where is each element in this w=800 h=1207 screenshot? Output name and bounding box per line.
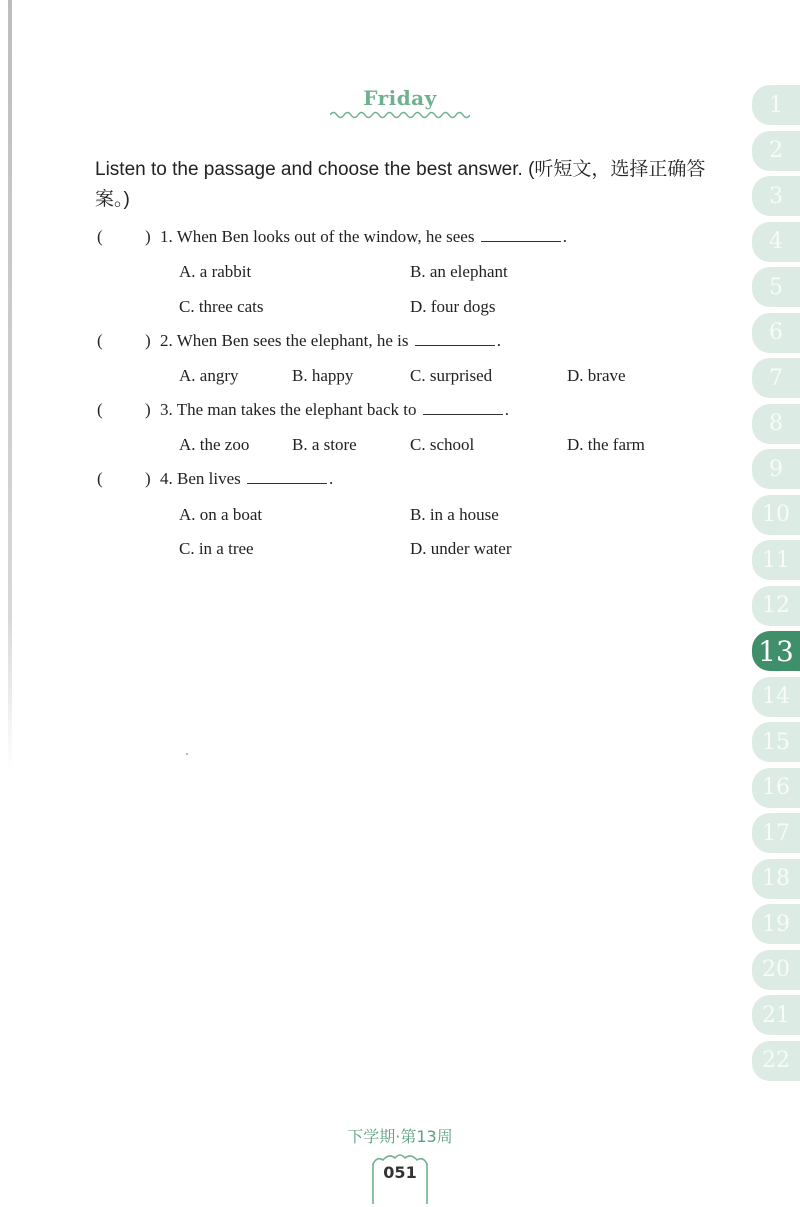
week-tab-12: 12 (752, 586, 800, 626)
page-binding-edge (8, 0, 12, 770)
week-tab-22: 22 (752, 1041, 800, 1081)
option-4b: B. in a house (410, 505, 499, 524)
question-stem: When Ben sees the elephant, he is (176, 331, 409, 350)
option-3c: C. school (410, 435, 475, 454)
page-title: Friday (363, 86, 437, 110)
week-tab-13: 13 (752, 631, 800, 671)
answer-paren-close: ) (145, 469, 151, 488)
question-number: 4. (160, 469, 173, 488)
week-tab-19: 19 (752, 904, 800, 944)
week-tab-1: 1 (752, 85, 800, 125)
week-tab-17: 17 (752, 813, 800, 853)
answer-blank (415, 331, 495, 346)
week-tab-14: 14 (752, 677, 800, 717)
option-1d: D. four dogs (410, 297, 496, 316)
answer-paren-open: ( (97, 331, 103, 350)
option-2c: C. surprised (410, 366, 493, 385)
option-4d: D. under water (410, 539, 512, 558)
option-2a: A. angry (179, 366, 239, 385)
answer-blank (423, 400, 503, 415)
title-wave-underline (330, 110, 470, 120)
question-number: 1. (160, 227, 173, 246)
question-end: . (329, 469, 334, 488)
question-text (160, 400, 509, 420)
page-number: 051 (383, 1163, 417, 1182)
option-3a: A. the zoo (179, 435, 250, 454)
week-tab-11: 11 (752, 540, 800, 580)
page-speck (186, 753, 188, 755)
answer-paren-close: ) (145, 227, 151, 246)
instruction-text: Listen to the passage and choose the best answer. (听短文，选择正确答案。) (95, 159, 706, 210)
option-2b: B. happy (292, 366, 354, 385)
answer-paren-open: ( (97, 469, 103, 488)
answer-paren-close: ) (145, 400, 151, 419)
week-tab-4: 4 (752, 222, 800, 262)
question-end: . (562, 227, 567, 246)
option-3d: D. the farm (567, 435, 645, 454)
week-tab-15: 15 (752, 722, 800, 762)
option-4c: C. in a tree (179, 539, 254, 558)
question-stem: Ben lives (177, 469, 241, 488)
question-text (160, 331, 501, 351)
week-tab-5: 5 (752, 267, 800, 307)
question-text (160, 469, 333, 489)
week-tab-3: 3 (752, 176, 800, 216)
week-tab-2: 2 (752, 131, 800, 171)
option-1b: B. an elephant (410, 262, 508, 281)
week-tab-9: 9 (752, 449, 800, 489)
week-tab-10: 10 (752, 495, 800, 535)
question-stem: The man takes the elephant back to (176, 400, 417, 419)
answer-paren-open: ( (97, 400, 103, 419)
week-tab-20: 20 (752, 950, 800, 990)
week-tab-7: 7 (752, 358, 800, 398)
week-tab-6: 6 (752, 313, 800, 353)
option-1a: A. a rabbit (179, 262, 252, 281)
week-tab-21: 21 (752, 995, 800, 1035)
question-number: 2. (160, 331, 173, 350)
footer-week-label: 下学期·第13周 (347, 1127, 453, 1146)
question-stem: When Ben looks out of the window, he sees (176, 227, 475, 246)
answer-paren-open: ( (97, 227, 103, 246)
week-tab-16: 16 (752, 768, 800, 808)
option-3b: B. a store (292, 435, 357, 454)
answer-paren-close: ) (145, 331, 151, 350)
question-end: . (496, 331, 501, 350)
answer-blank (247, 469, 327, 484)
question-text (160, 227, 567, 247)
week-tab-8: 8 (752, 404, 800, 444)
answer-blank (481, 227, 561, 242)
option-4a: A. on a boat (179, 505, 263, 524)
option-2d: D. brave (567, 366, 626, 385)
question-end: . (504, 400, 509, 419)
option-1c: C. three cats (179, 297, 264, 316)
week-tab-18: 18 (752, 859, 800, 899)
question-number: 3. (160, 400, 173, 419)
